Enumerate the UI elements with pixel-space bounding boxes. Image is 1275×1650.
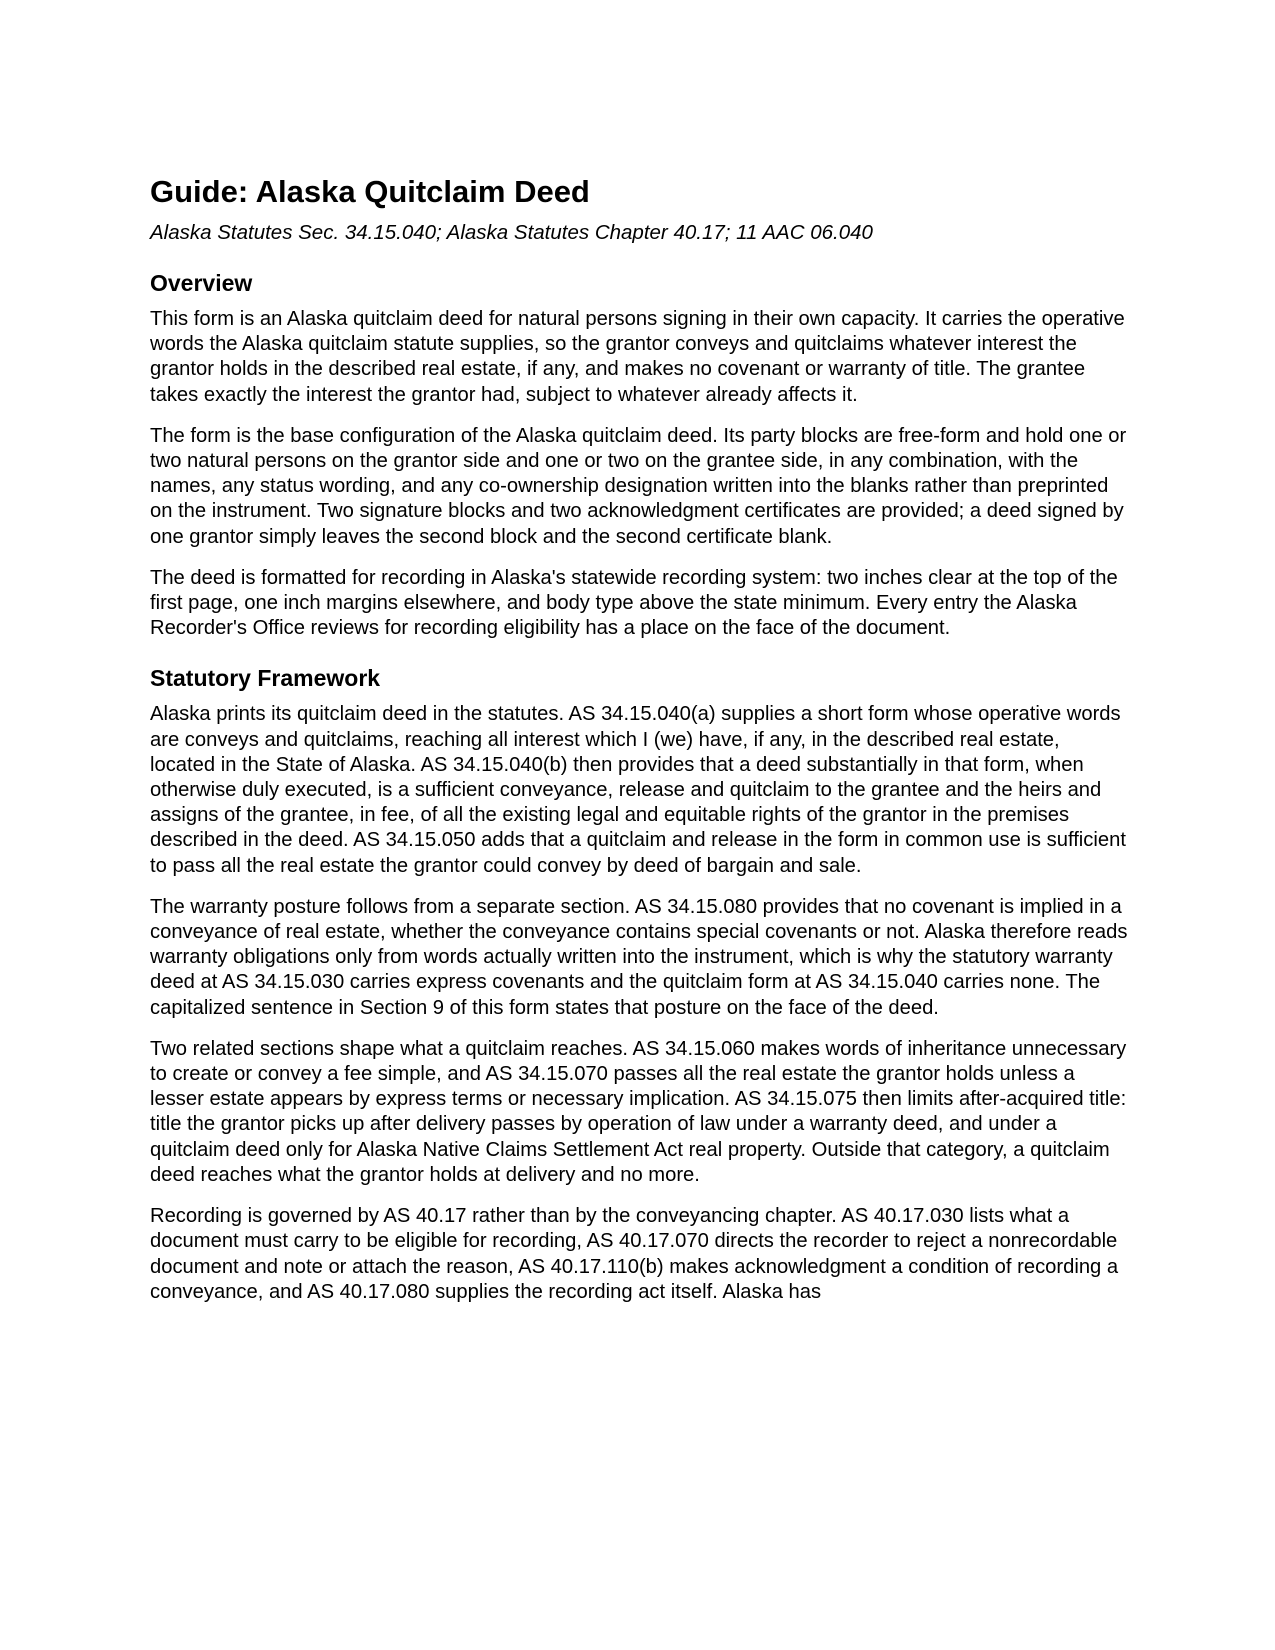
paragraph: Two related sections shape what a quitclaim reaches. AS 34.15.060 makes words of inheritance unnecessary to create or convey a fee simple, and AS 34.15.070 passes all the real estate the grantor holds unless a lesser estate appears by express terms or necessary implication. AS 34.15.075 then limits after-acquired title: title the grantor picks up after delivery passes by operation of law under a warranty deed, and under a quitclaim deed only for Alaska Native Claims Settlement Act real property. Outside that category, a quitclaim deed reaches what the grantor holds at delivery and no more. <box>150 1037 1127 1186</box>
paragraph: This form is an Alaska quitclaim deed for natural persons signing in their own capacity. It carries the operative words the Alaska quitclaim statute supplies, so the grantor conveys and quitclaims whatever interest the grantor holds in the described real estate, if any, and makes no covenant or warranty of title. The grantee takes exactly the interest the grantor had, subject to whatever already affects it. <box>150 308 1125 406</box>
document-subtitle: Alaska Statutes Sec. 34.15.040; Alaska Statutes Chapter 40.17; 11 AAC 06.040 <box>150 221 873 244</box>
paragraph: The form is the base configuration of the Alaska quitclaim deed. Its party blocks are free-form and hold one or two natural persons on the grantor side and one or two on the grantee side, in any combination, with the names, any status wording, and any co-ownership designation written into the blanks rather than preprinted on the instrument. Two signature blocks and two acknowledgment certificates are provided; a deed signed by one grantor simply leaves the second block and the second certificate blank. <box>150 424 1127 548</box>
paragraph: Alaska prints its quitclaim deed in the statutes. AS 34.15.040(a) supplies a short form whose operative words are conveys and quitclaims, reaching all interest which I (we) have, if any, in the described real estate, located in the State of Alaska. AS 34.15.040(b) then provides that a deed substantially in that form, when otherwise duly executed, is a sufficient conveyance, release and quitclaim to the grantee and the heirs and assigns of the grantee, in fee, of all the existing legal and equitable rights of the grantor in the premises described in the deed. AS 34.15.050 adds that a quitclaim and release in the form in common use is sufficient to pass all the real estate the grantor could convey by deed of bargain and sale. <box>150 703 1126 877</box>
section-heading: Overview <box>150 270 253 296</box>
section-statutory-framework <box>150 663 1130 1304</box>
section-overview <box>150 268 1130 641</box>
document-page <box>150 172 1130 1305</box>
paragraph: The warranty posture follows from a separate section. AS 34.15.080 provides that no covenant is implied in a conveyance of real estate, whether the conveyance contains special covenants or not. Alaska therefore reads warranty obligations only from words actually written into the instrument, which is why the statutory warranty deed at AS 34.15.030 carries express covenants and the quitclaim form at AS 34.15.040 carries none. The capitalized sentence in Section 9 of this form states that posture on the face of the deed. <box>150 895 1128 1019</box>
document-title: Guide: Alaska Quitclaim Deed <box>150 174 590 209</box>
paragraph: Recording is governed by AS 40.17 rather than by the conveyancing chapter. AS 40.17.030 lists what a document must carry to be eligible for recording, AS 40.17.070 directs the recorder to reject a nonrecordable document and note or attach the reason, AS 40.17.110(b) makes acknowledgment a condition of recording a conveyance, and AS 40.17.080 supplies the recording act itself. Alaska has <box>150 1205 1119 1303</box>
paragraph: The deed is formatted for recording in Alaska's statewide recording system: two inches clear at the top of the first page, one inch margins elsewhere, and body type above the state minimum. Every entry the Alaska Recorder's Office reviews for recording eligibility has a place on the face of the document. <box>150 566 1118 640</box>
section-heading: Statutory Framework <box>150 665 381 692</box>
